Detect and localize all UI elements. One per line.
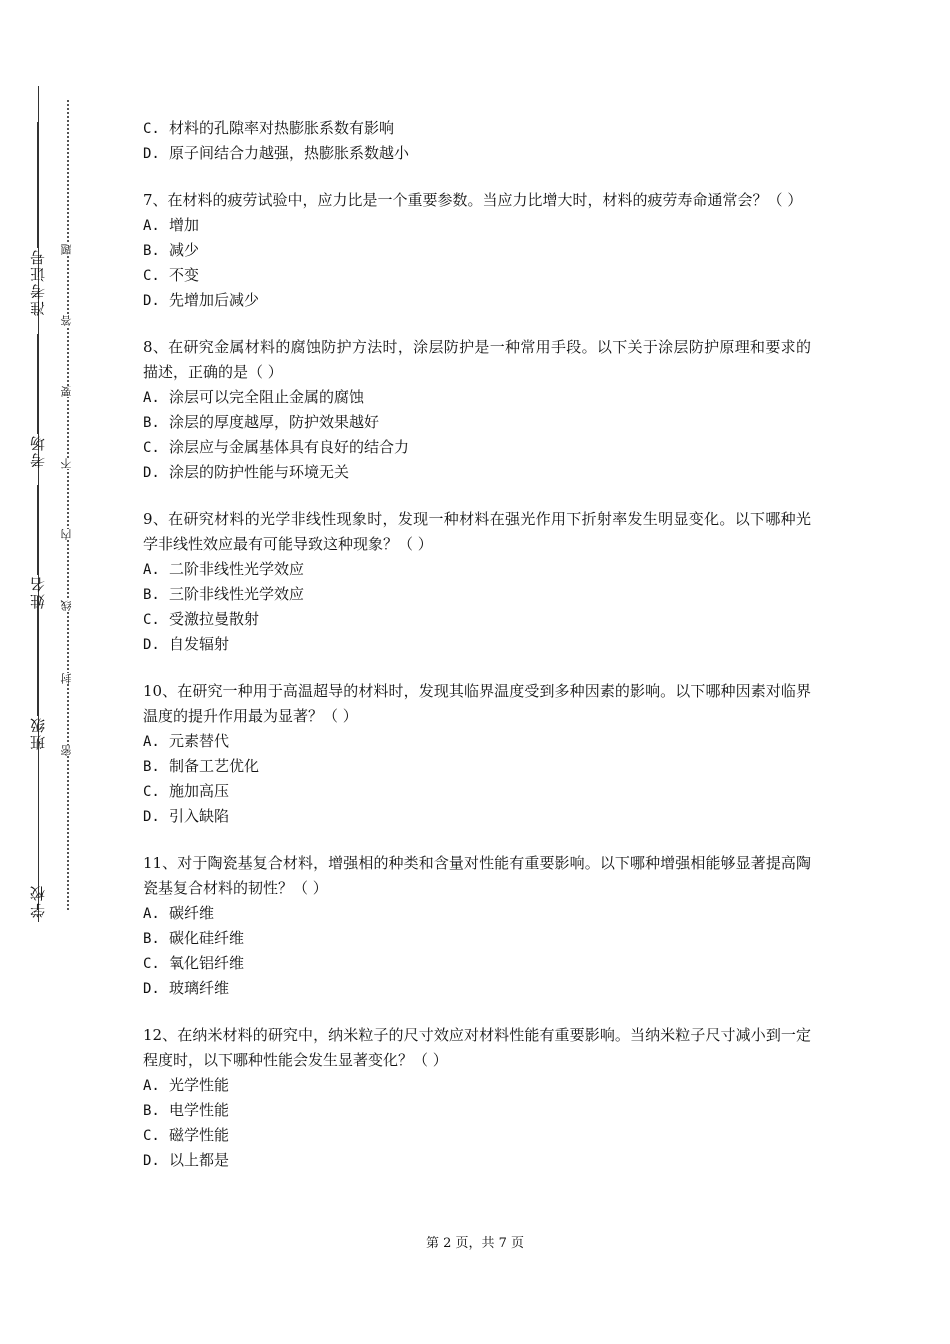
- option-item[interactable]: A. 碳纤维: [143, 904, 215, 922]
- question-text: 11、对于陶瓷基复合材料，增强相的种类和含量对性能有重要影响。以下哪种增强相能够显著提高陶瓷基复合材料的韧性？（ ）: [143, 854, 811, 897]
- field-blank-line: [37, 485, 39, 575]
- option-item[interactable]: D. 涂层的防护性能与环境无关: [143, 463, 350, 481]
- option-item[interactable]: C. 磁学性能: [143, 1126, 230, 1144]
- school-field[interactable]: [24, 884, 52, 918]
- option-item[interactable]: A. 元素替代: [143, 732, 230, 750]
- exam-id-field[interactable]: [24, 118, 52, 316]
- question-8: [143, 335, 811, 485]
- seal-char: 内: [60, 529, 76, 540]
- option-item[interactable]: C. 材料的孔隙率对热膨胀系数有影响: [143, 119, 395, 137]
- question-text: 8、在研究金属材料的腐蚀防护方法时，涂层防护是一种常用手段。以下关于涂层防护原理和要求的描述，正确的是（ ）: [143, 338, 811, 381]
- question-7: [143, 188, 811, 313]
- option-item[interactable]: C. 不变: [143, 266, 200, 284]
- seal-char: 答: [60, 315, 76, 326]
- option-item[interactable]: B. 制备工艺优化: [143, 757, 260, 775]
- seal-char: 题: [60, 244, 76, 255]
- question-10: [143, 679, 811, 829]
- seal-char: 不: [60, 458, 76, 469]
- class-label: 班级: [29, 716, 47, 750]
- question-text: 10、在研究一种用于高温超导的材料时，发现其临界温度受到多种因素的影响。以下哪种因素对临界温度的提升作用最为显著？（ ）: [143, 682, 811, 725]
- option-item[interactable]: D. 以上都是: [143, 1151, 230, 1169]
- seal-dotted-line: [67, 100, 69, 910]
- option-item[interactable]: A. 光学性能: [143, 1076, 230, 1094]
- option-item[interactable]: A. 二阶非线性光学效应: [143, 560, 305, 578]
- question-text: 12、在纳米材料的研究中，纳米粒子的尺寸效应对材料性能有重要影响。当纳米粒子尺寸减小到一定程度时，以下哪种性能会发生显著变化？（ ）: [143, 1026, 811, 1069]
- option-item[interactable]: D. 先增加后减少: [143, 291, 260, 309]
- exam-room-field[interactable]: [24, 330, 52, 468]
- option-item[interactable]: A. 增加: [143, 216, 200, 234]
- question-12: [143, 1023, 811, 1173]
- field-blank-line: [37, 334, 39, 434]
- class-field[interactable]: [24, 592, 52, 750]
- question-text: 7、在材料的疲劳试验中，应力比是一个重要参数。当应力比增大时，材料的疲劳寿命通常会？（ ）: [143, 191, 803, 209]
- exam-id-label: 准考证号: [29, 248, 47, 316]
- seal-char: 要: [60, 386, 76, 397]
- field-blank-line: [37, 122, 39, 248]
- option-item[interactable]: B. 碳化硅纤维: [143, 929, 245, 947]
- seal-char: 密: [60, 745, 76, 756]
- question-content: [143, 116, 811, 1173]
- option-item[interactable]: B. 三阶非线性光学效应: [143, 585, 305, 603]
- option-item[interactable]: C. 施加高压: [143, 782, 230, 800]
- continued-options: [143, 116, 811, 166]
- name-label: 姓名: [29, 575, 47, 609]
- option-item[interactable]: D. 原子间结合力越强，热膨胀系数越小: [143, 144, 410, 162]
- question-text: 9、在研究材料的光学非线性现象时，发现一种材料在强光作用下折射率发生明显变化。以下哪种光学非线性效应最有可能导致这种现象？（ ）: [143, 510, 811, 553]
- seal-char: 封: [60, 673, 76, 684]
- option-item[interactable]: C. 氧化铝纤维: [143, 954, 245, 972]
- question-9: [143, 507, 811, 657]
- option-item[interactable]: B. 电学性能: [143, 1101, 230, 1119]
- question-11: [143, 851, 811, 1001]
- option-item[interactable]: D. 自发辐射: [143, 635, 230, 653]
- option-item[interactable]: B. 减少: [143, 241, 200, 259]
- option-item[interactable]: A. 涂层可以完全阻止金属的腐蚀: [143, 388, 365, 406]
- option-item[interactable]: D. 引入缺陷: [143, 807, 230, 825]
- option-item[interactable]: D. 玻璃纤维: [143, 979, 230, 997]
- school-label: 学校: [29, 884, 47, 918]
- option-item[interactable]: C. 受激拉曼散射: [143, 610, 260, 628]
- seal-char: 线: [60, 600, 76, 611]
- page-number: 第 2 页，共 7 页: [425, 1236, 525, 1251]
- option-item[interactable]: C. 涂层应与金属基体具有良好的结合力: [143, 438, 410, 456]
- field-blank-line: [37, 596, 39, 716]
- option-item[interactable]: B. 涂层的厚度越厚，防护效果越好: [143, 413, 380, 431]
- name-field[interactable]: [24, 481, 52, 609]
- exam-room-label: 考场: [29, 434, 47, 468]
